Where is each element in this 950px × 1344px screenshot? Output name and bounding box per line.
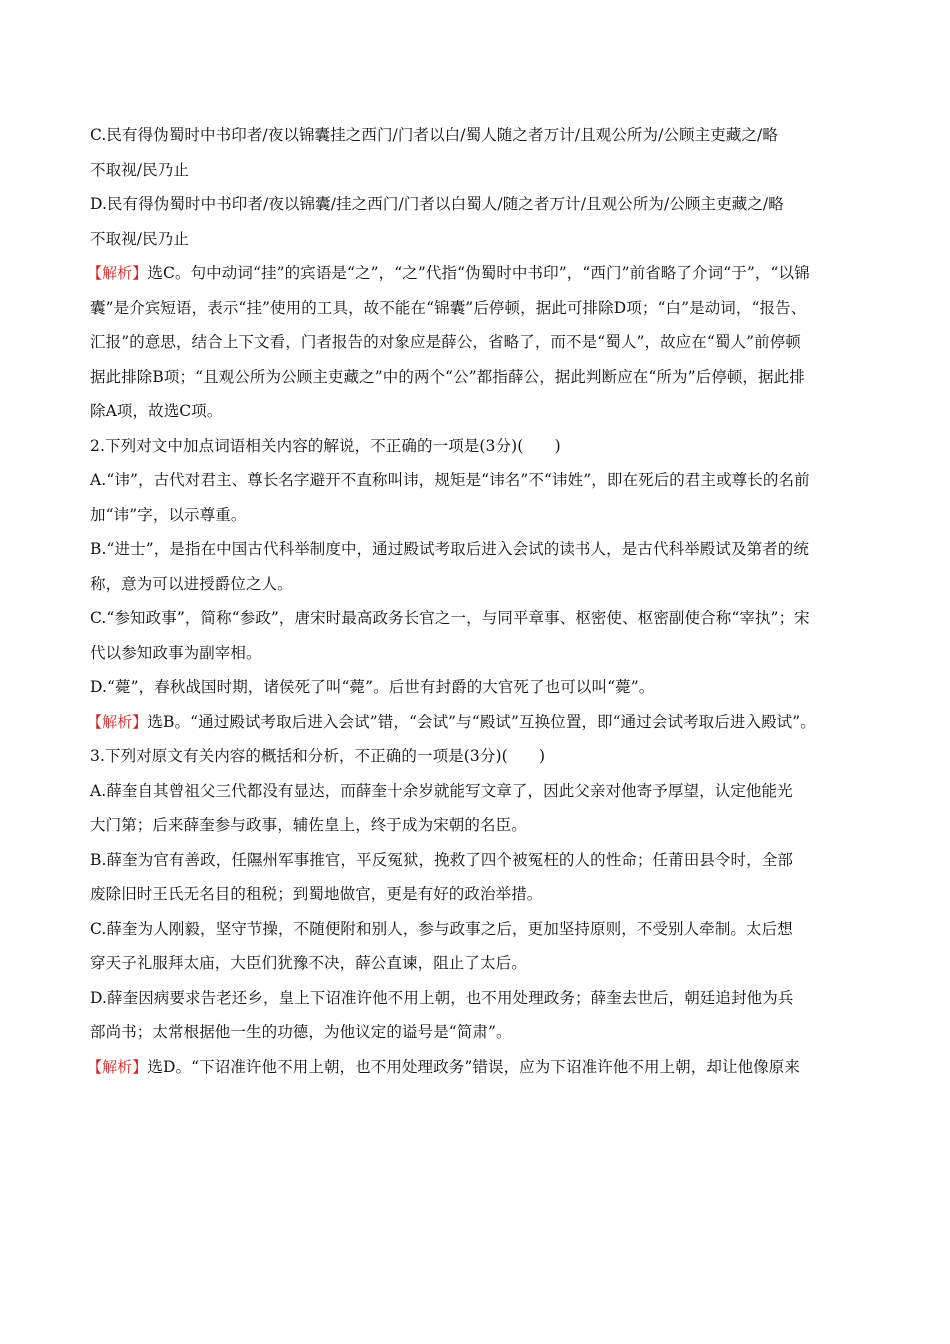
question-3-stem: 3.下列对原文有关内容的概括和分析，不正确的一项是(3分)( )	[90, 747, 546, 765]
option-c-line-2: 不取视/民乃止	[90, 160, 189, 179]
analysis-1-line-1	[87, 256, 862, 291]
q2-option-d-line-1: D.“薨”，春秋战国时期，诸侯死了叫“薨”。后世有封爵的大官死了也可以叫“薨”。	[90, 678, 655, 696]
analysis-tag: 【解析】	[87, 712, 148, 731]
question-2-stem: 2.下列对文中加点词语相关内容的解说，不正确的一项是(3分)( )	[90, 436, 561, 455]
analysis-2-line-1	[87, 705, 862, 740]
q3-option-d-line-1: D.薛奎因病要求告老还乡，皇上下诏准许他不用上朝，也不用处理政务；薛奎去世后，朝廷追封他为兵	[90, 988, 794, 1007]
q3-option-a-line-2: 大门第；后来薛奎参与政事，辅佐皇上，终于成为宋朝的名臣。	[90, 816, 527, 834]
q3-option-b-line-1: B.薛奎为官有善政，任隰州军事推官，平反冤狱，挽救了四个被冤枉的人的性命；任莆田县令时，全部	[90, 850, 793, 869]
q2-option-b-line-2: 称，意为可以进授爵位之人。	[90, 574, 293, 593]
analysis-tag: 【解析】	[87, 264, 148, 282]
analysis-text: 选B。“通过殿试考取后进入会试”错，“会试”与“殿试”互换位置，即“通过会试考取后进入殿试”。	[147, 712, 816, 731]
q2-option-a-line-2: 加“讳”字，以示尊重。	[90, 505, 247, 524]
q3-option-d-line-2: 部尚书；太常根据他一生的功德，为他议定的谥号是“简肃”。	[90, 1023, 512, 1041]
q2-option-c-line-2: 代以参知政事为副宰相。	[90, 643, 262, 662]
q3-option-b-line-2: 废除旧时王氏无名目的租税；到蜀地做官，更是有好的政治举措。	[90, 885, 543, 903]
analysis-tag: 【解析】	[87, 1057, 148, 1076]
q2-option-a-line-1: A.“讳”，古代对君主、尊长名字避开不直称叫讳，规矩是“讳名”不“讳姓”，即在死后的君主或尊长的名前	[90, 471, 810, 489]
option-c-line-1: C.民有得伪蜀时中书印者/夜以锦囊挂之西门/门者以白/蜀人随之者万计/且观公所为/公顾主吏藏之/略	[90, 126, 778, 144]
analysis-1-line-5: 除A项，故选C项。	[90, 402, 223, 420]
option-d-line-2: 不取视/民乃止	[90, 229, 189, 248]
q2-option-c-line-1: C.“参知政事”，简称“参政”，唐宋时最高政务长官之一，与同平章事、枢密使、枢密副使合称“宰执”；宋	[90, 609, 810, 627]
analysis-text: 选C。句中动词“挂”的宾语是“之”，“之”代指“伪蜀时中书印”，“西门”前省略了介词“于”，“以锦	[147, 264, 810, 282]
document-body	[87, 118, 862, 1084]
analysis-1-line-2: 囊”是介宾短语，表示“挂”使用的工具，故不能在“锦囊”后停顿，据此可排除D项；“白”是动词，“报告、	[90, 298, 807, 317]
q3-option-c-line-2: 穿天子礼服拜太庙，大臣们犹豫不决，薛公直谏，阻止了太后。	[90, 954, 527, 972]
analysis-1-line-3: 汇报”的意思，结合上下文看，门者报告的对象应是薛公，省略了，而不是“蜀人”，故应在“蜀人”前停顿	[90, 333, 801, 351]
option-d-line-1: D.民有得伪蜀时中书印者/夜以锦囊/挂之西门/门者以白蜀人/随之者万计/且观公所为/公顾主吏藏之/略	[90, 195, 784, 213]
q2-option-b-line-1: B.“进士”，是指在中国古代科举制度中，通过殿试考取后进入会试的读书人，是古代科举殿试及第者的统	[90, 540, 809, 558]
analysis-3-line-1	[87, 1050, 862, 1085]
analysis-1-line-4: 据此排除B项；“且观公所为公顾主吏藏之”中的两个“公”都指薛公，据此判断应在“所为”后停顿，据此排	[90, 367, 805, 386]
q3-option-a-line-1: A.薛奎自其曾祖父三代都没有显达，而薛奎十余岁就能写文章了，因此父亲对他寄予厚望，认定他能光	[90, 781, 793, 800]
q3-option-c-line-1: C.薛奎为人刚毅，坚守节操，不随便附和别人，参与政事之后，更加坚持原则，不受别人牵制。太后想	[90, 919, 793, 938]
analysis-text: 选D。“下诏准许他不用上朝，也不用处理政务”错误，应为下诏准许他不用上朝，却让他像原来	[147, 1057, 800, 1076]
